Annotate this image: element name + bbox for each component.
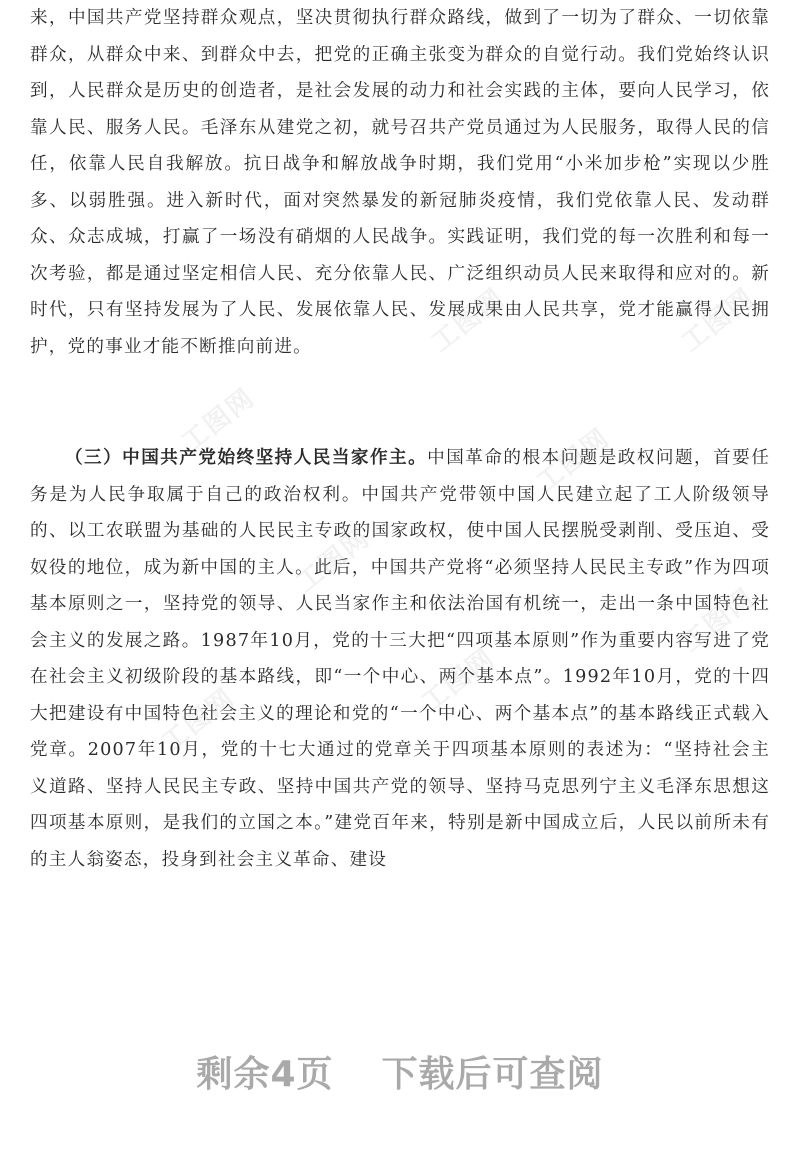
watermark-logo: 工图网	[531, 422, 616, 499]
section-heading: （三）中国共产党始终坚持人民当家作主。	[65, 448, 428, 468]
watermark-logo: 工图网	[676, 282, 761, 359]
watermark-logo: 工图网	[416, 642, 501, 719]
watermark-logo: 工图网	[176, 382, 261, 459]
remaining-pages-label: 剩余4页	[196, 1054, 334, 1095]
download-prompt-banner[interactable]	[0, 1046, 800, 1097]
body-paragraph: 来，中国共产党坚持群众观点，坚决贯彻执行群众路线，做到了一切为了群众、一切依靠群众，从群众中来、到群众中去，把党的正确主张变为群众的自觉行动。我们党始终认识到，人民群众是历史的创造者，是社会发展的动力和社会实践的主体，要向人民学习，依靠人民、服务人民。毛泽东从建党之初，就号召共产党员通过为人民服务，取得人民的信任，依靠人民自我解放。抗日战争和解放战争时期，我们党用“小米加步枪”实现以少胜多、以弱胜强。进入新时代，面对突然暴发的新冠肺炎疫情，我们党依靠人民、发动群众、众志成城，打赢了一场没有硝烟的人民战争。实践证明，我们党的每一次胜利和每一次考验，都是通过坚定相信人民、充分依靠人民、广泛组织动员人民来取得和应对的。新时代，只有坚持发展为了人民、发展依靠人民、发展成果由人民共享，党才能赢得人民拥护，党的事业才能不断推向前进。	[30, 8, 770, 357]
watermark-logo: 工图网	[156, 682, 241, 759]
download-to-view-label: 下载后可查阅	[381, 1054, 604, 1095]
watermark-logo: 工图网	[676, 582, 761, 659]
section-body-text: 中国革命的根本问题是政权问题，首要任务是为人民争取属于自己的政治权利。中国共产党带领中国人民建立起了工人阶级领导的、以工农联盟为基础的人民民主专政的国家政权，使中国人民摆脱受剥削、受压迫、受奴役的地位，成为新中国的主人。此后，中国共产党将“必须坚持人民民主专政”作为四项基本原则之一，坚持党的领导、人民当家作主和依法治国有机统一，走出一条中国特色社会主义的发展之路。1987年10月，党的十三大把“四项基本原则”作为重要内容写进了党在社会主义初级阶段的基本路线，即“一个中心、两个基本点”。1992年10月，党的十四大把建设有中国特色社会主义的理论和党的“一个中心、两个基本点”的基本路线正式载入党章。2007年10月，党的十七大通过的党章关于四项基本原则的表述为：“坚持社会主义道路、坚持人民民主专政、坚持中国共产党的领导、坚持马克思列宁主义毛泽东思想这四项基本原则，是我们的立国之本。”建党百年来，特别是新中国成立后，人民以前所未有的主人翁姿态，投身到社会主义革命、建设	[30, 448, 770, 870]
watermark-logo: 工图网	[426, 282, 511, 359]
body-paragraph	[30, 440, 770, 878]
watermark-logo: 工图网	[291, 522, 376, 599]
